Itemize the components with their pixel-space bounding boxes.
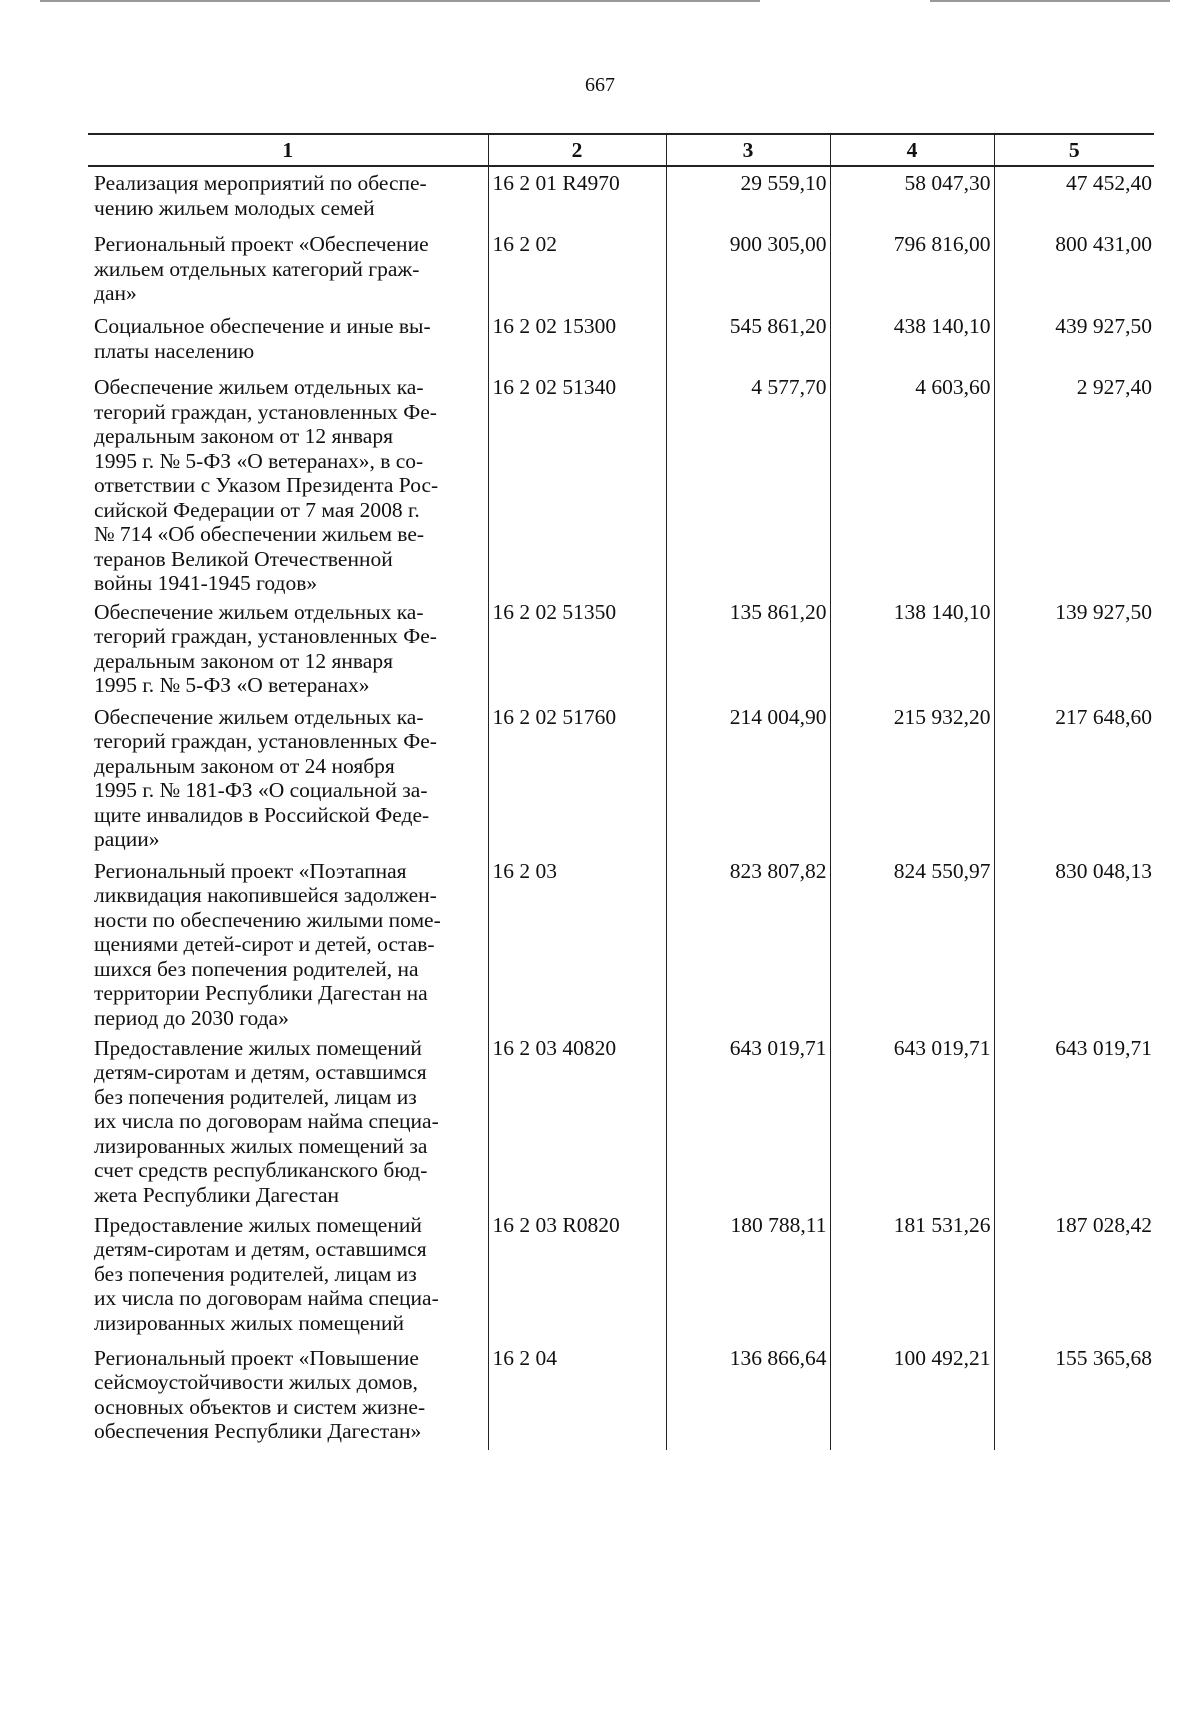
- row-name-line: Социальное обеспечение и иные вы-: [94, 314, 431, 338]
- row-code-cell: 16 2 02 51340: [488, 371, 666, 596]
- scan-edge-rule-left: [40, 0, 760, 2]
- row-name-line: рации»: [94, 827, 160, 851]
- row-name-cell: [88, 855, 488, 1032]
- row-name-line: Обеспечение жильем отдельных ка-: [94, 704, 424, 729]
- row-value-col-3: 545 861,20: [666, 310, 830, 371]
- row-value-col-4: 215 932,20: [830, 701, 994, 855]
- row-code-cell: 16 2 03 R0820: [488, 1209, 666, 1342]
- row-code-cell: 16 2 03: [488, 855, 666, 1032]
- row-value-col-4: 181 531,26: [830, 1209, 994, 1342]
- row-name-line: основных объектов и систем жизне-: [94, 1394, 426, 1419]
- row-value-col-4: 100 492,21: [830, 1342, 994, 1450]
- row-value-col-4: 438 140,10: [830, 310, 994, 371]
- row-name-line: теранов Великой Отечественной: [94, 546, 393, 571]
- row-value-col-3: 643 019,71: [666, 1032, 830, 1209]
- table-body: [88, 166, 1154, 1450]
- table-row: [88, 1032, 1154, 1209]
- row-value-col-5: 217 648,60: [994, 701, 1154, 855]
- row-name-line: 1995 г. № 5-ФЗ «О ветеранах»: [94, 673, 370, 697]
- row-value-col-3: 214 004,90: [666, 701, 830, 855]
- row-name-line: чению жильем молодых семей: [94, 195, 375, 220]
- row-code-cell: 16 2 02 15300: [488, 310, 666, 371]
- row-name-line: 1995 г. № 5-ФЗ «О ветеранах», в со-: [94, 448, 424, 473]
- row-name-cell: [88, 1032, 488, 1209]
- row-name-line: щите инвалидов в Российской Феде-: [94, 802, 430, 827]
- table-row: [88, 310, 1154, 371]
- row-value-col-5: 47 452,40: [994, 166, 1154, 228]
- row-value-col-4: 824 550,97: [830, 855, 994, 1032]
- row-code-cell: 16 2 02 51760: [488, 701, 666, 855]
- row-name-line: Региональный проект «Поэтапная: [94, 858, 407, 883]
- row-name-line: ответствии с Указом Президента Рос-: [94, 473, 439, 497]
- row-value-col-4: 4 603,60: [830, 371, 994, 596]
- row-value-col-4: 58 047,30: [830, 166, 994, 228]
- row-name-line: без попечения родителей, лицам из: [94, 1084, 417, 1109]
- row-name-line: 1995 г. № 181-ФЗ «О социальной за-: [94, 778, 428, 802]
- table-row: [88, 371, 1154, 596]
- table-row: [88, 596, 1154, 701]
- row-value-col-3: 29 559,10: [666, 166, 830, 228]
- row-name-line: Обеспечение жильем отдельных ка-: [94, 375, 424, 399]
- row-name-line: сейсмоустойчивости жилых домов,: [94, 1370, 418, 1394]
- row-name-cell: [88, 166, 488, 228]
- row-name-line: ликвидация накопившейся задолжен-: [94, 883, 437, 907]
- row-value-col-4: 796 816,00: [830, 228, 994, 310]
- table-row: [88, 166, 1154, 228]
- row-value-col-5: 155 365,68: [994, 1342, 1154, 1450]
- row-name-line: период до 2030 года»: [94, 1005, 289, 1030]
- table-header-row: [88, 134, 1154, 166]
- row-name-line: платы населению: [94, 338, 255, 363]
- row-name-cell: [88, 228, 488, 310]
- row-name-line: жильем отдельных категорий граж-: [94, 256, 420, 281]
- row-name-line: деральным законом от 12 января: [94, 424, 393, 448]
- header-col-4: 4: [830, 134, 994, 166]
- row-name-line: Обеспечение жильем отдельных ка-: [94, 599, 424, 624]
- table-row: [88, 228, 1154, 310]
- row-name-cell: [88, 701, 488, 855]
- row-name-line: шихся без попечения родителей, на: [94, 956, 419, 981]
- row-name-cell: [88, 310, 488, 371]
- row-value-col-3: 180 788,11: [666, 1209, 830, 1342]
- row-name-line: счет средств республиканского бюд-: [94, 1158, 428, 1182]
- row-value-col-5: 439 927,50: [994, 310, 1154, 371]
- row-name-line: щениями детей-сирот и детей, остав-: [94, 932, 435, 956]
- budget-table: [88, 133, 1154, 1450]
- row-value-col-5: 800 431,00: [994, 228, 1154, 310]
- row-name-line: ности по обеспечению жилыми поме-: [94, 907, 441, 932]
- row-name-line: обеспечения Республики Дагестан»: [94, 1419, 422, 1443]
- row-name-line: тегорий граждан, установленных Фе-: [94, 624, 437, 648]
- scan-edge-rule-right: [930, 0, 1170, 2]
- row-name-line: сийской Федерации от 7 мая 2008 г.: [94, 497, 420, 522]
- row-name-line: их числа по договорам найма специа-: [94, 1109, 439, 1133]
- row-name-line: детям-сиротам и детям, оставшимся: [94, 1060, 427, 1084]
- row-value-col-3: 900 305,00: [666, 228, 830, 310]
- row-value-col-3: 4 577,70: [666, 371, 830, 596]
- row-value-col-4: 643 019,71: [830, 1032, 994, 1209]
- row-code-cell: 16 2 02: [488, 228, 666, 310]
- row-name-line: тегорий граждан, установленных Фе-: [94, 399, 437, 424]
- row-name-line: Предоставление жилых помещений: [94, 1035, 422, 1060]
- row-name-line: Региональный проект «Повышение: [94, 1345, 419, 1370]
- row-value-col-5: 2 927,40: [994, 371, 1154, 596]
- row-name-line: тегорий граждан, установленных Фе-: [94, 729, 437, 753]
- header-col-5: 5: [994, 134, 1154, 166]
- row-value-col-5: 187 028,42: [994, 1209, 1154, 1342]
- row-name-line: дан»: [94, 281, 137, 305]
- row-code-cell: 16 2 03 40820: [488, 1032, 666, 1209]
- row-name-line: Предоставление жилых помещений: [94, 1212, 422, 1237]
- row-name-line: лизированных жилых помещений: [94, 1310, 404, 1335]
- row-value-col-5: 830 048,13: [994, 855, 1154, 1032]
- row-name-cell: [88, 371, 488, 596]
- row-value-col-5: 139 927,50: [994, 596, 1154, 701]
- row-name-line: жета Республики Дагестан: [94, 1182, 339, 1207]
- row-name-line: деральным законом от 24 ноября: [94, 753, 395, 778]
- row-name-line: их числа по договорам найма специа-: [94, 1286, 439, 1310]
- row-name-cell: [88, 1209, 488, 1342]
- row-name-cell: [88, 596, 488, 701]
- row-name-line: войны 1941-1945 годов»: [94, 571, 318, 595]
- row-name-line: без попечения родителей, лицам из: [94, 1261, 417, 1286]
- row-value-col-3: 823 807,82: [666, 855, 830, 1032]
- row-name-line: детям-сиротам и детям, оставшимся: [94, 1237, 427, 1261]
- row-name-line: лизированных жилых помещений за: [94, 1133, 428, 1158]
- row-name-line: № 714 «Об обеспечении жильем ве-: [94, 522, 425, 546]
- row-code-cell: 16 2 04: [488, 1342, 666, 1450]
- row-code-cell: 16 2 01 R4970: [488, 166, 666, 228]
- row-name-line: Реализация мероприятий по обеспе-: [94, 171, 427, 195]
- table-row: [88, 701, 1154, 855]
- row-name-line: территории Республики Дагестан на: [94, 981, 428, 1005]
- row-value-col-3: 135 861,20: [666, 596, 830, 701]
- row-value-col-5: 643 019,71: [994, 1032, 1154, 1209]
- row-code-cell: 16 2 02 51350: [488, 596, 666, 701]
- table-row: [88, 855, 1154, 1032]
- row-name-cell: [88, 1342, 488, 1450]
- row-value-col-4: 138 140,10: [830, 596, 994, 701]
- header-col-3: 3: [666, 134, 830, 166]
- header-col-2: 2: [488, 134, 666, 166]
- table-row: [88, 1209, 1154, 1342]
- row-name-line: Региональный проект «Обеспечение: [94, 232, 429, 256]
- table-row: [88, 1342, 1154, 1450]
- row-value-col-3: 136 866,64: [666, 1342, 830, 1450]
- page-number: 667: [585, 74, 615, 96]
- header-col-1: 1: [88, 134, 488, 166]
- row-name-line: деральным законом от 12 января: [94, 648, 393, 673]
